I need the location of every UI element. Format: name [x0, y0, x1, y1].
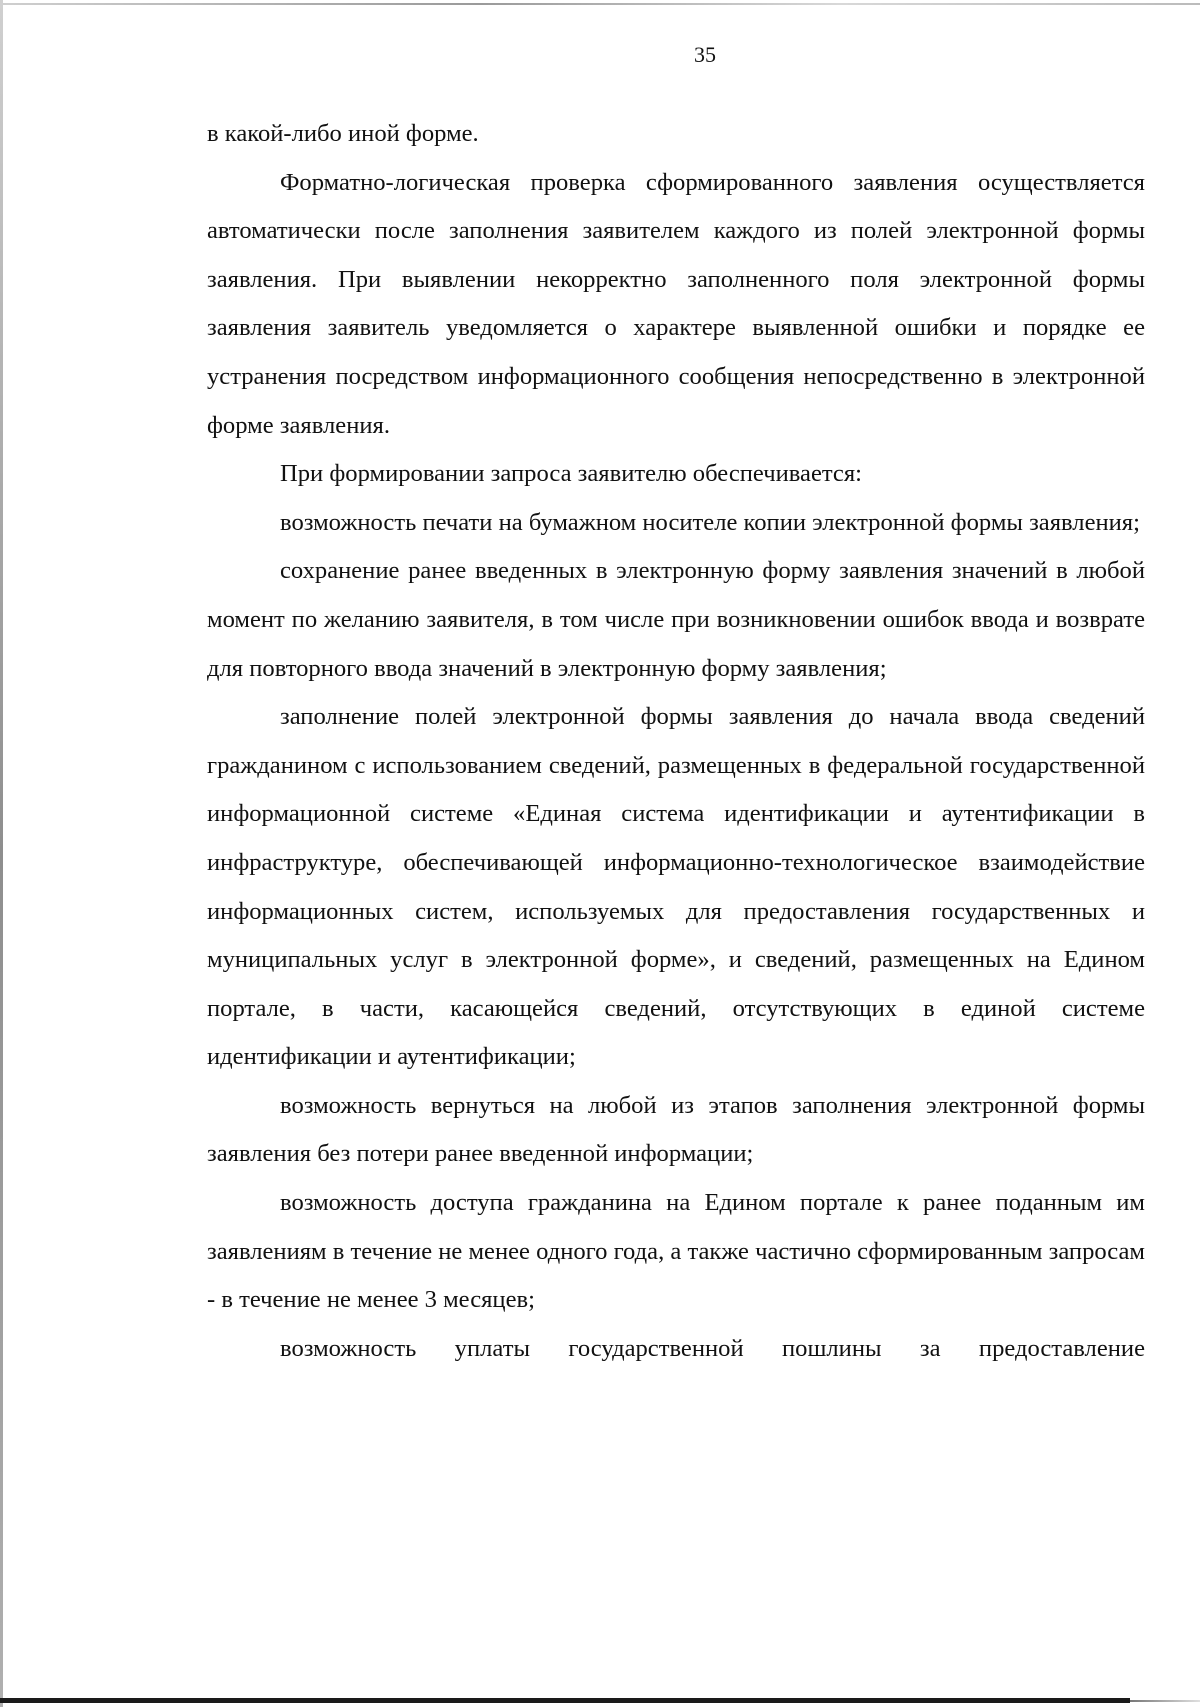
paragraph: заполнение полей электронной формы заявления до начала ввода сведений гражданином с использованием сведений, размещенных в федеральной государственной информационной системе «Единая система идентификации и аутентификации в инфраструктуре, обеспечивающей информационно-технологическое взаимодействие информационных систем, используемых для предоставления государственных и муниципальных услуг в электронной форме», и сведений, размещенных на Едином портале, в части, касающейся сведений, отсутствующих в единой системе идентификации и аутентификации;	[207, 703, 1145, 1071]
paragraph: возможность уплаты государственной пошлины за предоставление	[280, 1334, 1145, 1362]
page-number: 35	[694, 42, 716, 67]
paragraph: Форматно-логическая проверка сформированного заявления осуществляется автоматически после заполнения заявителем каждого из полей электронной формы заявления. При выявлении некорректно заполненного поля электронной формы заявления заявитель уведомляется о характере выявленной ошибки и порядке ее устранения посредством информационного сообщения непосредственно в электронной форме заявления.	[207, 168, 1145, 439]
paragraph: возможность печати на бумажном носителе копии электронной формы заявления;	[280, 508, 1140, 536]
scan-edge-bottom	[0, 1698, 1130, 1703]
paragraph: При формировании запроса заявителю обеспечивается:	[280, 460, 862, 488]
body-text	[207, 110, 1145, 1373]
paragraph: сохранение ранее введенных в электронную форму заявления значений в любой момент по желанию заявителя, в том числе при возникновении ошибок ввода и возврате для повторного ввода значений в электронную форму заявления;	[207, 557, 1145, 682]
paragraph: возможность доступа гражданина на Едином портале к ранее поданным им заявлениям в течение не менее одного года, а также частично сформированным запросам - в течение не менее 3 месяцев;	[207, 1189, 1145, 1314]
paragraph: возможность вернуться на любой из этапов заполнения электронной формы заявления без потери ранее введенной информации;	[207, 1091, 1145, 1168]
scan-edge-bottom-fade	[1130, 1700, 1200, 1702]
scan-edge-top	[0, 3, 1200, 5]
scan-edge-left	[0, 0, 3, 1707]
paragraph: в какой-либо иной форме.	[207, 120, 479, 147]
